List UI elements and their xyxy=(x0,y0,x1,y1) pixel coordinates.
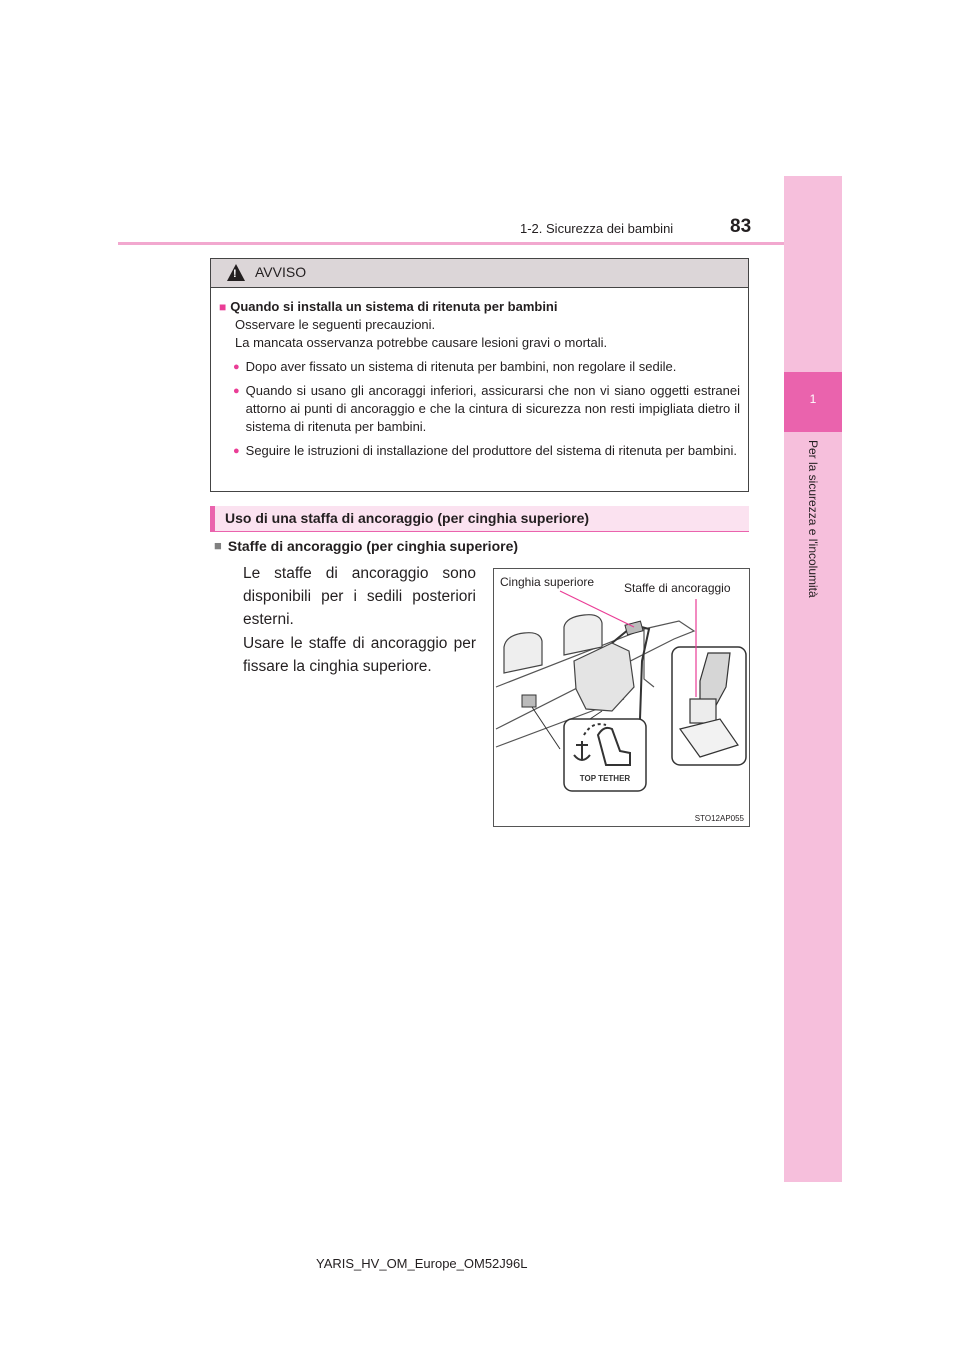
pink-dot-icon: ● xyxy=(233,445,240,457)
warning-header xyxy=(211,259,748,288)
headrest-left-icon xyxy=(504,633,542,673)
warning-bullet xyxy=(219,358,740,376)
paragraph-1: Le staffe di ancoraggio sono disponibili per i sedili posteriori esterni. xyxy=(243,565,476,628)
warning-heading-text: Quando si installa un sistema di ritenuta per bambini xyxy=(230,299,558,314)
inset-hook-icon xyxy=(690,699,716,723)
label-tether: Cinghia superiore xyxy=(500,575,595,589)
warning-exclamation-icon: ! xyxy=(233,268,237,280)
top-tether-symbol-text: TOP TETHER xyxy=(579,774,631,783)
section-band-title: Uso di una staffa di ancoraggio (per cinghia superiore) xyxy=(225,510,590,526)
seat-illustration xyxy=(494,569,749,826)
warning-intro-line2: La mancata osservanza potrebbe causare lesioni gravi o mortali. xyxy=(235,335,608,350)
warning-heading xyxy=(219,298,740,316)
lower-anchor-mark-icon xyxy=(522,695,536,707)
section-band xyxy=(210,506,749,532)
pink-square-icon: ■ xyxy=(219,300,227,314)
leader-line-inset xyxy=(590,711,602,719)
label-bracket: Staffe di ancoraggio xyxy=(624,581,731,595)
figure-illustration xyxy=(493,568,750,827)
warning-bullets xyxy=(219,358,740,460)
warning-bullet-text: Seguire le istruzioni di installazione del produttore del sistema di ritenuta per bambini. xyxy=(245,443,738,458)
paragraph-2: Usare le staffe di ancoraggio per fissare la cinghia superiore. xyxy=(243,635,476,675)
warning-intro-line1: Osservare le seguenti precauzioni. xyxy=(235,317,436,332)
warning-title: AVVISO xyxy=(255,264,307,280)
bracket-on-shelf-icon xyxy=(625,621,643,635)
page-number: 83 xyxy=(730,216,752,237)
warning-body xyxy=(211,288,748,460)
chapter-label: Per la sicurezza e l'incolumità xyxy=(806,440,820,598)
footer-doc-id: YARIS_HV_OM_Europe_OM52J96L xyxy=(316,1256,528,1271)
grey-square-icon: ■ xyxy=(214,538,222,553)
warning-bullet-text: Dopo aver fissato un sistema di ritenuta per bambini, non regolare il sedile. xyxy=(245,359,677,374)
leader-line-symbol xyxy=(532,707,560,749)
header-rule xyxy=(118,242,784,245)
warning-bullet xyxy=(219,442,740,460)
sub-heading-text: Staffe di ancoraggio (per cinghia superiore) xyxy=(227,538,519,554)
warning-bullet xyxy=(219,382,740,436)
warning-box xyxy=(210,258,749,492)
section-title: 1-2. Sicurezza dei bambini xyxy=(520,221,674,236)
pink-dot-icon: ● xyxy=(233,385,240,397)
chapter-number: 1 xyxy=(784,372,842,432)
warning-bullet-text: Quando si usano gli ancoraggi inferiori, assicurarsi che non vi siano oggetti estranei attorno ai punti di ancoraggio e che la cintura di sicurezza non resti impigliata dietro il sistema di ritenuta per bambini. xyxy=(245,383,740,434)
headrest-center-icon xyxy=(564,615,602,655)
seat-side-line xyxy=(644,629,654,687)
figure-code: STO12AP055 xyxy=(694,814,744,823)
sub-heading xyxy=(214,538,518,554)
pink-dot-icon: ● xyxy=(233,361,240,373)
